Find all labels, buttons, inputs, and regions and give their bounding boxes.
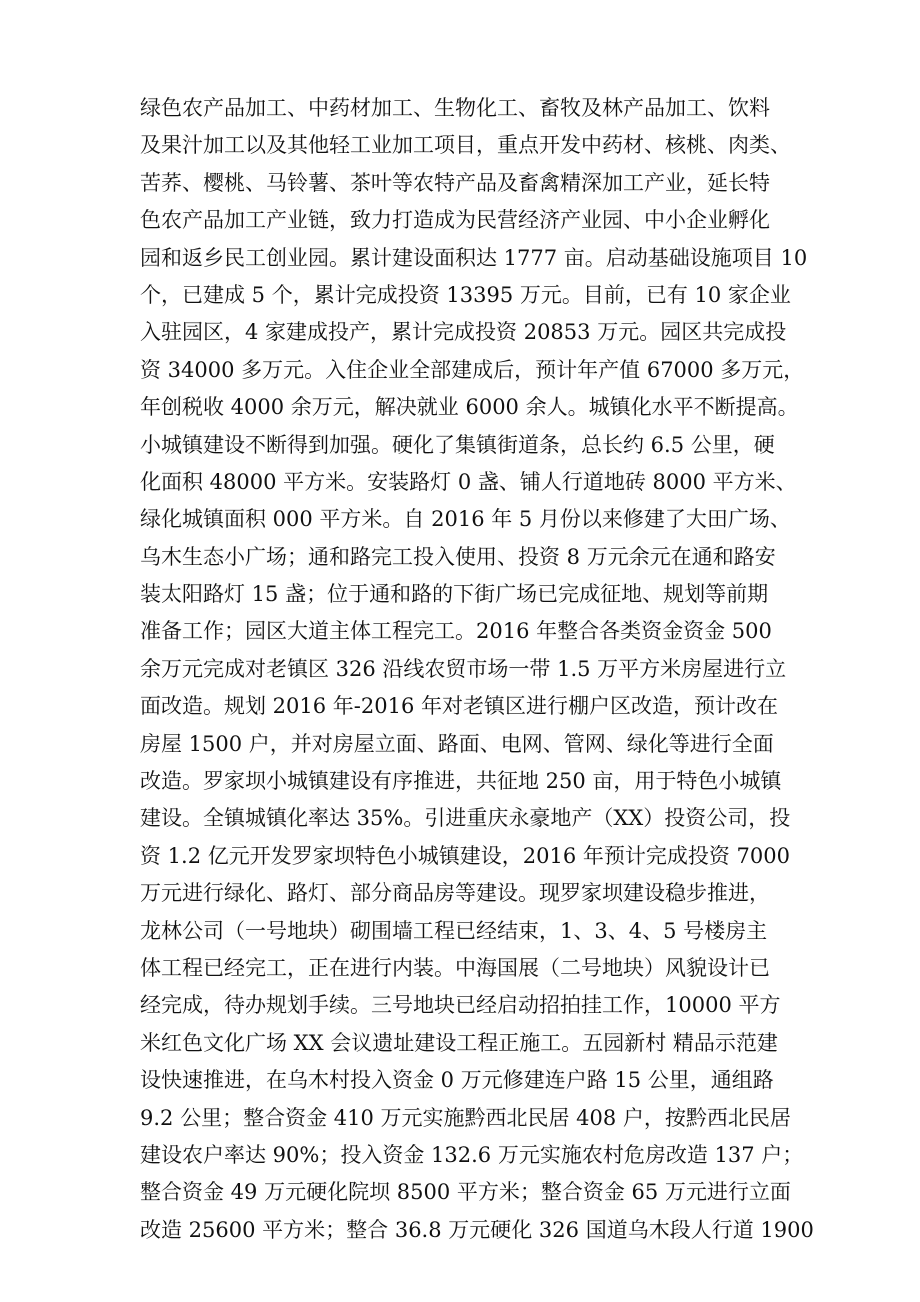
text-line: 余万元完成对老镇区 326 沿线农贸市场一带 1.5 万平方米房屋进行立: [140, 656, 787, 681]
text-line: 建设农户率达 90%；投入资金 132.6 万元实施农村危房改造 137 户；: [140, 1142, 804, 1167]
text-line: 房屋 1500 户，并对房屋立面、路面、电网、管网、绿化等进行全面: [140, 731, 774, 756]
text-line: 装太阳路灯 15 盏；位于通和路的下街广场已完成征地、规划等前期: [140, 582, 769, 607]
text-line: 绿化城镇面积 000 平方米。自 2016 年 5 月份以来修建了大田广场、: [140, 507, 791, 532]
text-line: 改造 25600 平方米；整合 36.8 万元硬化 326 国道乌木段人行道 1900: [140, 1217, 814, 1242]
text-line: 资 34000 多万元。入住企业全部建成后，预计年产值 67000 多万元，: [140, 357, 805, 382]
text-line: 入驻园区，4 家建成投产，累计完成投资 20853 万元。园区共完成投: [140, 320, 787, 345]
text-line: 苦荞、樱桃、马铃薯、茶叶等农特产品及畜禽精深加工产业，延长特: [140, 170, 770, 195]
text-line: 建设。全镇城镇化率达 35%。引进重庆永豪地产（XX）投资公司，投: [140, 806, 791, 831]
body-paragraph: [140, 90, 814, 1249]
text-line: 化面积 48000 平方米。安装路灯 0 盏、铺人行道地砖 8000 平方米、: [140, 469, 797, 494]
text-line: 园和返乡民工创业园。累计建设面积达 1777 亩。启动基础设施项目 10: [140, 245, 808, 270]
text-line: 及果汁加工以及其他轻工业加工项目，重点开发中药材、核桃、肉类、: [140, 133, 791, 158]
text-line: 面改造。规划 2016 年-2016 年对老镇区进行棚户区改造，预计改在: [140, 694, 779, 719]
text-line: 体工程已经完工，正在进行内装。中海国展（二号地块）风貌设计已: [140, 955, 770, 980]
text-line: 设快速推进，在乌木村投入资金 0 万元修建连户路 15 公里，通组路: [140, 1068, 774, 1093]
text-line: 色农产品加工产业链，致力打造成为民营经济产业园、中小企业孵化: [140, 208, 770, 233]
text-line: 龙林公司（一号地块）砌围墙工程已经结束，1、3、4、5 号楼房主: [140, 918, 768, 943]
text-line: 准备工作；园区大道主体工程完工。2016 年整合各类资金资金 500: [140, 619, 772, 644]
text-line: 经完成，待办规划手续。三号地块已经启动招拍挂工作，10000 平方: [140, 993, 781, 1018]
text-line: 绿色农产品加工、中药材加工、生物化工、畜牧及林产品加工、饮料: [140, 96, 770, 120]
text-line: 个，已建成 5 个，累计完成投资 13395 万元。目前，已有 10 家企业: [140, 282, 791, 307]
text-line: 小城镇建设不断得到加强。硬化了集镇街道条，总长约 6.5 公里，硬: [140, 432, 775, 457]
text-line: 米红色文化广场 XX 会议遗址建设工程正施工。五园新村 精品示范建: [140, 1030, 778, 1055]
text-line: 资 1.2 亿元开发罗家坝特色小城镇建设，2016 年预计完成投资 7000: [140, 843, 790, 868]
text-line: 乌木生态小广场；通和路完工投入使用、投资 8 万元余元在通和路安: [140, 544, 776, 569]
text-line: 整合资金 49 万元硬化院坝 8500 平方米；整合资金 65 万元进行立面: [140, 1180, 791, 1205]
text-line: 年创税收 4000 余万元，解决就业 6000 余人。城镇化水平不断提高。: [140, 395, 799, 420]
text-line: 改造。罗家坝小城镇建设有序推进，共征地 250 亩，用于特色小城镇: [140, 769, 782, 794]
text-line: 万元进行绿化、路灯、部分商品房等建设。现罗家坝建设稳步推进，: [140, 881, 770, 906]
text-line: 9.2 公里；整合资金 410 万元实施黔西北民居 408 户，按黔西北民居: [140, 1105, 791, 1130]
